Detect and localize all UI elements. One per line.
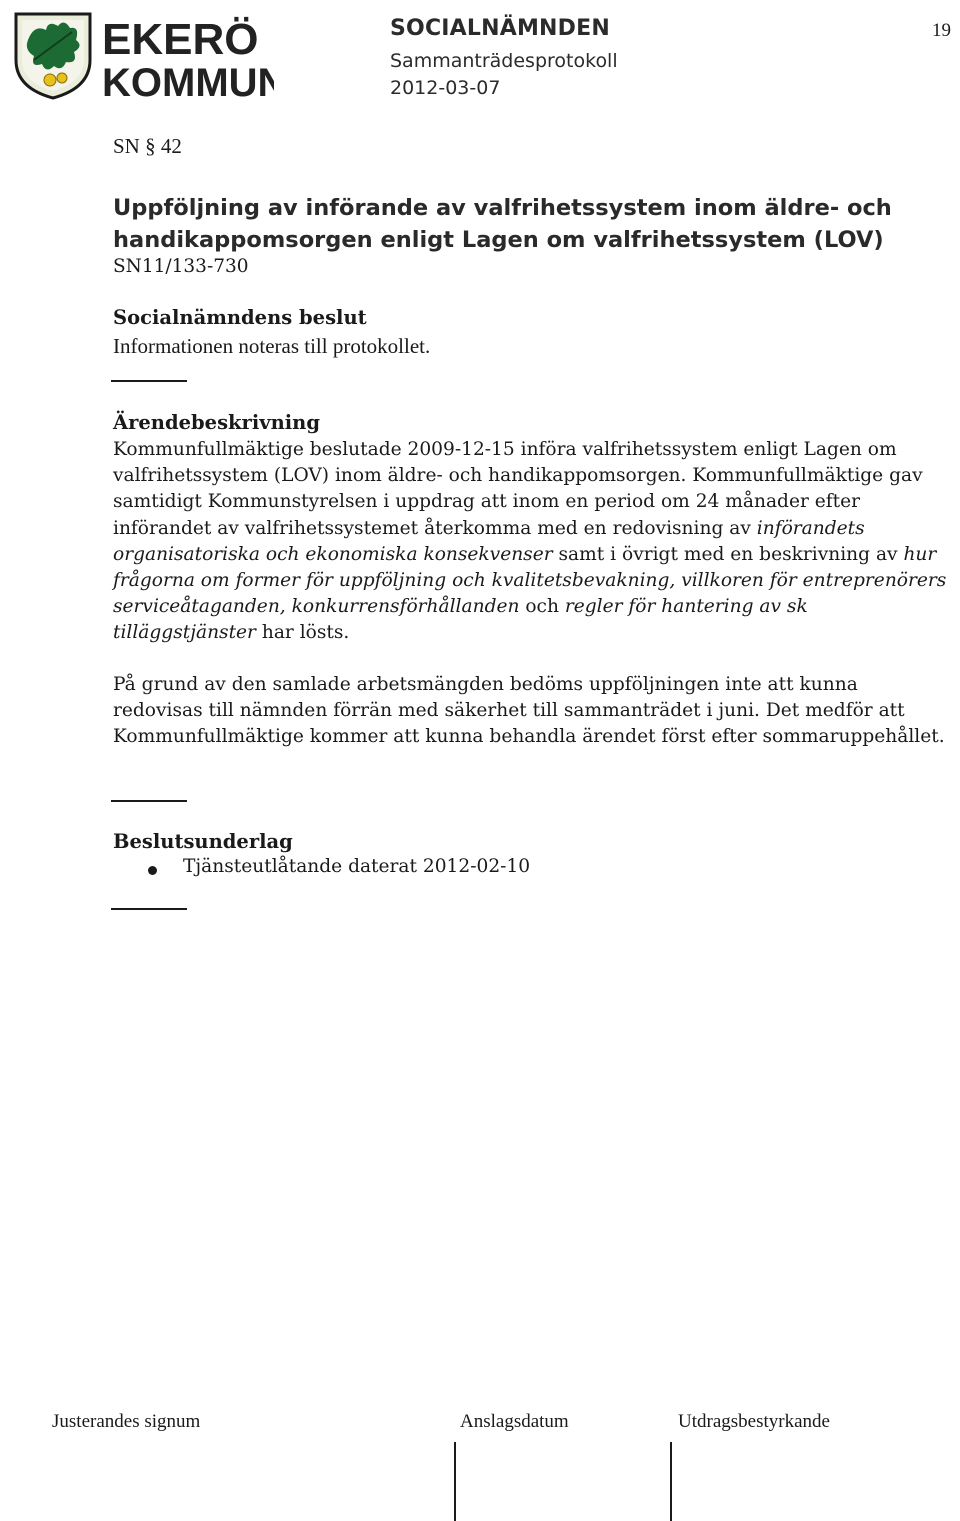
kommun-logo xyxy=(12,10,274,100)
basis-item: Tjänsteutlåtande daterat 2012-02-10 xyxy=(183,856,531,877)
item-title: Uppföljning av införande av valfrihetssystem inom äldre- och handikappomsorgen enligt Lagen om valfrihetssystem (LOV) xyxy=(113,195,892,253)
svg-text:KOMMUN: KOMMUN xyxy=(102,61,274,100)
footer-divider xyxy=(670,1442,672,1521)
basis-heading: Beslutsunderlag xyxy=(113,830,293,853)
footer-certification-label: Utdragsbestyrkande xyxy=(678,1411,830,1432)
ekero-kommun-crest xyxy=(12,10,274,100)
paragraph-number: SN § 42 xyxy=(113,134,182,158)
case-number: SN11/133-730 xyxy=(113,256,249,277)
footer-signature-label: Justerandes signum xyxy=(52,1411,201,1432)
committee-name: SOCIALNÄMNDEN xyxy=(390,16,610,41)
section-divider xyxy=(111,800,187,802)
description-heading: Ärendebeskrivning xyxy=(113,411,320,434)
svg-text:EKERÖ: EKERÖ xyxy=(102,15,259,64)
description-paragraph-2: På grund av den samlade arbetsmängden bedöms uppföljningen inte att kunna redovisas till nämnden förrän med säkerhet till sammanträdet i juni. Det medför att Kommunfullmäktige kommer att kunna behandla ärendet först efter sommaruppehållet. xyxy=(113,674,945,748)
footer-divider xyxy=(454,1442,456,1521)
bullet-icon xyxy=(148,866,157,875)
decision-text: Informationen noteras till protokollet. xyxy=(113,334,431,358)
document-type: Sammanträdesprotokoll xyxy=(390,50,618,72)
meeting-date: 2012-03-07 xyxy=(390,77,501,99)
description-paragraph-1: Kommunfullmäktige beslutade 2009-12-15 införa valfrihetssystem enligt Lagen om valfrihetssystem (LOV) inom äldre- och handikappomsorgen. Kommunfullmäktige gav samtidigt Kommunstyrelsen i uppdrag att inom en period om 24 månader efter införandet av valfrihetssystemet återkomma med en redovisning av införandets organisatoriska och ekonomiska konsekvenser samt i övrigt med en beskrivning av hur frågorna om former för uppföljning och kvalitetsbevakning, villkoren för entreprenörers serviceåtaganden, konkurrensförhållanden och regler för hantering av sk tilläggstjänster har lösts. xyxy=(113,439,947,644)
page-number: 19 xyxy=(932,20,951,41)
section-divider xyxy=(111,380,187,382)
decision-heading: Socialnämndens beslut xyxy=(113,306,367,329)
footer-posting-date-label: Anslagsdatum xyxy=(460,1411,569,1432)
section-divider xyxy=(111,908,187,910)
